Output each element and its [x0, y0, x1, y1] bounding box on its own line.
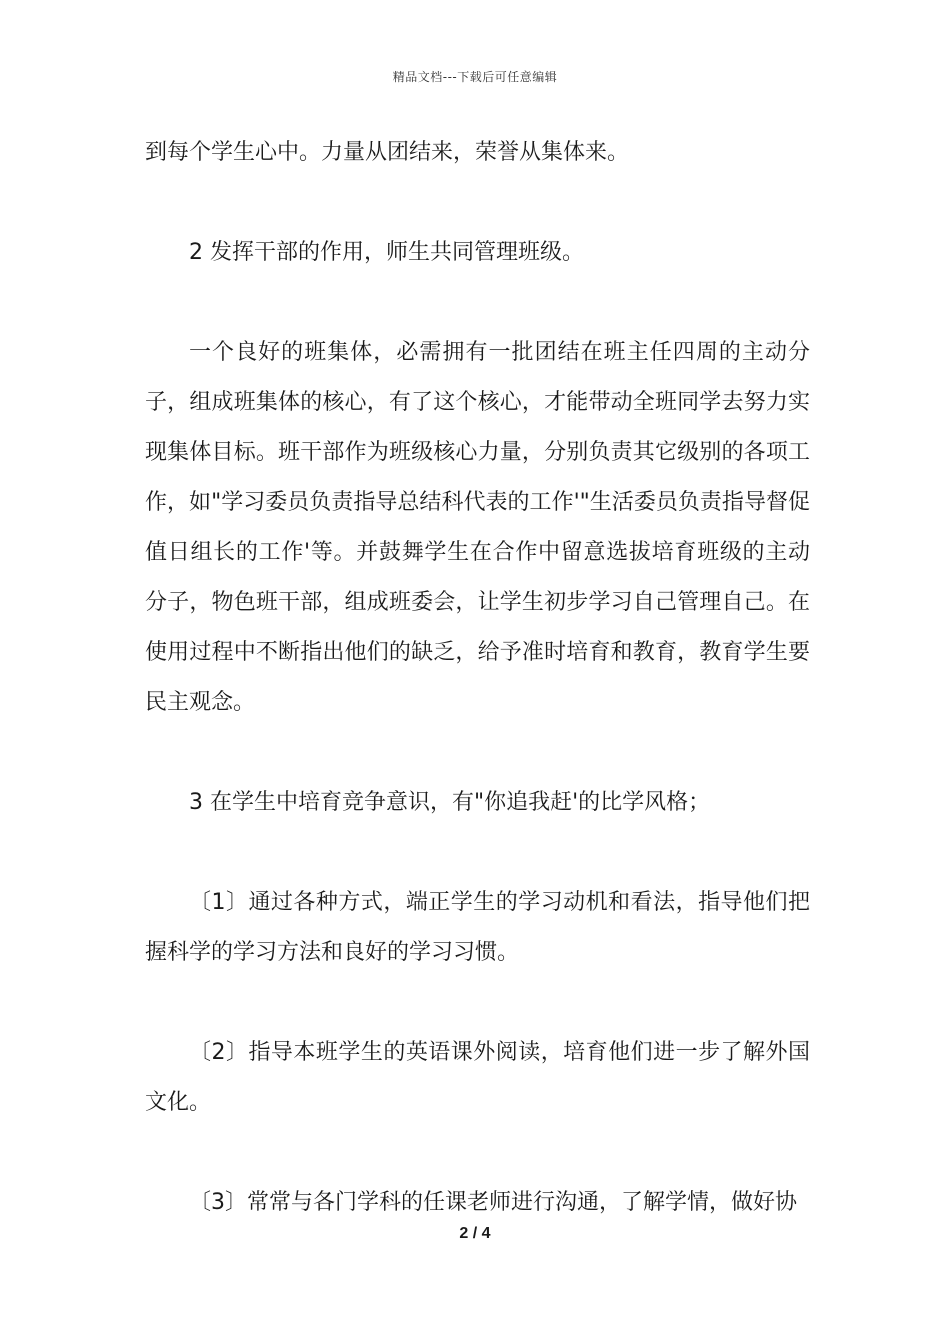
- paragraph-5: 〔1〕通过各种方式，端正学生的学习动机和看法，指导他们把握科学的学习方法和良好的学习习惯。: [145, 890, 810, 965]
- page-header: 精品文档---下载后可任意编辑: [392, 70, 558, 84]
- paragraph-6: 〔2〕指导本班学生的英语课外阅读，培育他们进一步了解外国文化。: [145, 1040, 810, 1115]
- paragraph-2: 2 发挥干部的作用，师生共同管理班级。: [189, 240, 584, 265]
- paragraph-4: 3 在学生中培育竞争意识，有"你追我赶'的比学风格；: [189, 790, 711, 815]
- paragraph-7: 〔3〕常常与各门学科的任课老师进行沟通，了解学情，做好协: [189, 1190, 797, 1215]
- page-number: 2 / 4: [459, 1225, 491, 1242]
- paragraph-3: 一个良好的班集体，必需拥有一批团结在班主任四周的主动分子，组成班集体的核心，有了这个核心，才能带动全班同学去努力实现集体目标。班干部作为班级核心力量，分别负责其它级别的各项工作，如"学习委员负责指导总结科代表的工作'"生活委员负责指导督促值日组长的工作'等。并鼓舞学生在合作中留意选拔培育班级的主动分子，物色班干部，组成班委会，让学生初步学习自己管理自己。在使用过程中不断指出他们的缺乏，给予准时培育和教育，教育学生要民主观念。: [145, 340, 810, 715]
- paragraph-1: 到每个学生心中。力量从团结来，荣誉从集体来。: [145, 140, 630, 165]
- document-body: [145, 128, 810, 1278]
